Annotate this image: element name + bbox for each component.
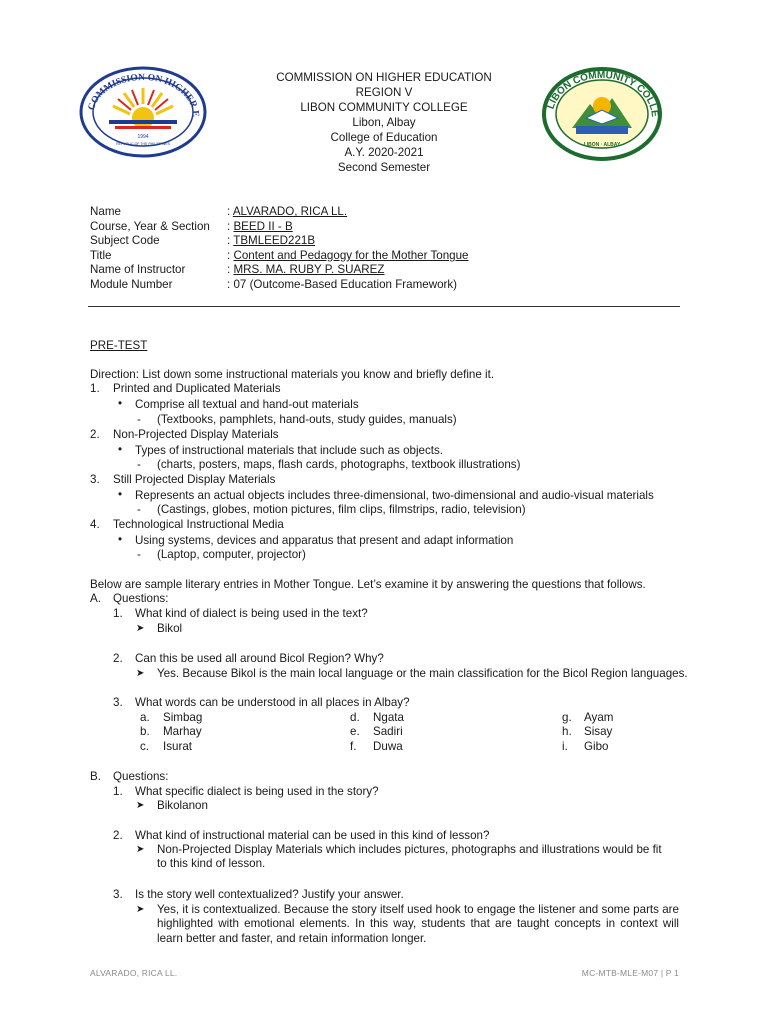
question-text: What kind of dialect is being used in the text?	[135, 607, 368, 620]
word-letter: e.	[350, 725, 360, 738]
arrow-bullet-icon: ➤	[136, 800, 145, 811]
question-number: 3.	[113, 888, 123, 901]
item-title: Non-Projected Display Materials	[113, 428, 279, 441]
item-bullet-text: Types of instructional materials that include such as objects.	[135, 444, 444, 457]
word: Isurat	[163, 740, 192, 753]
header-line: COMMISSION ON HIGHER EDUCATION	[276, 71, 492, 84]
bullet-dot: •	[118, 443, 123, 456]
divider-line	[88, 306, 680, 307]
dash-mark: -	[137, 548, 141, 561]
item-examples: (Textbooks, pamphlets, hand-outs, study guides, manuals)	[157, 413, 457, 426]
word: Sisay	[584, 725, 613, 738]
answer-text: Bikolanon	[157, 799, 208, 812]
svg-text:COMMISSION ON HIGHER EDUCATION: COMMISSION ON HIGHER E	[86, 72, 201, 118]
pretest-direction: Direction: List down some instructional materials you know and briefly define it.	[90, 368, 495, 381]
svg-text:1994: 1994	[137, 134, 149, 140]
svg-text:REPUBLIC OF THE PHILIPPINES: REPUBLIC OF THE PHILIPPINES	[116, 142, 170, 146]
question-number: 2.	[113, 652, 123, 665]
header-line: A.Y. 2020-2021	[344, 146, 424, 159]
word-letter: g.	[562, 711, 572, 724]
institution-header	[0, 70, 768, 175]
arrow-bullet-icon: ➤	[136, 904, 145, 915]
word: Simbag	[163, 711, 203, 724]
answer-text: Bikol	[157, 622, 183, 635]
arrow-bullet-icon: ➤	[136, 844, 145, 855]
arrow-bullet-icon: ➤	[136, 668, 145, 679]
footer-left: ALVARADO, RICA LL.	[90, 968, 178, 978]
question-number: 1.	[113, 785, 123, 798]
footer-right: MC-MTB-MLE-M07 | P 1	[581, 968, 679, 978]
svg-text:LIBON · ALBAY: LIBON · ALBAY	[583, 142, 621, 148]
pretest-heading: PRE-TEST	[90, 339, 148, 352]
info-value: : BEED II - B	[227, 220, 293, 233]
word: Ayam	[584, 711, 614, 724]
word-letter: i.	[562, 740, 568, 753]
question-number: 1.	[113, 607, 123, 620]
word-letter: a.	[140, 711, 150, 724]
question-number: 3.	[113, 696, 123, 709]
header-line: LIBON COMMUNITY COLLEGE	[300, 101, 468, 114]
word-letter: c.	[140, 740, 150, 753]
answer-text: Yes. Because Bikol is the main local language or the main classification for the Bicol Region languages.	[157, 667, 688, 680]
header-line: Second Semester	[337, 161, 431, 174]
item-number: 2.	[90, 428, 100, 441]
item-title: Still Projected Display Materials	[113, 473, 276, 486]
dash-mark: -	[137, 458, 141, 471]
word-letter: h.	[562, 725, 572, 738]
bullet-dot: •	[118, 397, 123, 410]
word: Sadiri	[373, 725, 403, 738]
answer-text: Yes, it is contextualized. Because the story itself used hook to engage the listener and some parts are highlighted with emotional elements. In this way, students that are taught concepts in context will learn better and faster, and retain information longer.	[157, 903, 679, 945]
section-title: Questions:	[113, 592, 169, 605]
info-value: : TBMLEED221B	[227, 234, 316, 247]
question-text: What kind of instructional material can be used in this kind of lesson?	[135, 829, 490, 842]
item-number: 1.	[90, 382, 100, 395]
info-value: : 07 (Outcome-Based Education Framework)	[227, 278, 458, 291]
info-label: Module Number	[90, 278, 173, 291]
info-value: : ALVARADO, RICA LL.	[227, 205, 348, 218]
item-examples: (charts, posters, maps, flash cards, photographs, textbook illustrations)	[157, 458, 521, 471]
dash-mark: -	[137, 413, 141, 426]
question-number: 2.	[113, 829, 123, 842]
header-line: REGION V	[355, 86, 413, 99]
item-title: Printed and Duplicated Materials	[113, 382, 281, 395]
dash-mark: -	[137, 503, 141, 516]
bullet-dot: •	[118, 533, 123, 546]
section-letter: B.	[90, 770, 101, 783]
header-line: College of Education	[330, 131, 438, 144]
item-number: 4.	[90, 518, 100, 531]
question-text: What specific dialect is being used in the story?	[135, 785, 379, 798]
svg-text:LIBON COMMUNITY COLLEGE: LIBON COMMUNITY COLLE	[545, 69, 661, 118]
word: Marhay	[163, 725, 202, 738]
info-value: : Content and Pedagogy for the Mother Tongue	[227, 249, 469, 262]
info-label: Course, Year & Section	[90, 220, 210, 233]
item-number: 3.	[90, 473, 100, 486]
info-label: Title	[90, 249, 112, 262]
info-label: Subject Code	[90, 234, 160, 247]
header-line: Libon, Albay	[352, 116, 416, 129]
word: Ngata	[373, 711, 404, 724]
question-text: Can this be used all around Bicol Region? Why?	[135, 652, 384, 665]
info-value: : MRS. MA. RUBY P. SUAREZ	[227, 263, 385, 276]
word-letter: b.	[140, 725, 150, 738]
arrow-bullet-icon: ➤	[136, 623, 145, 634]
item-bullet-text: Comprise all textual and hand-out materials	[135, 398, 359, 411]
word: Gibo	[584, 740, 609, 753]
bullet-dot: •	[118, 488, 123, 501]
answer-text: Non-Projected Display Materials which includes pictures, photographs and illustrations would be fit to this kind of lesson.	[157, 843, 662, 871]
word: Duwa	[373, 740, 403, 753]
word-letter: d.	[350, 711, 360, 724]
item-title: Technological Instructional Media	[113, 518, 284, 531]
intro-text: Below are sample literary entries in Mother Tongue. Let’s examine it by answering the questions that follows.	[90, 578, 646, 591]
question-text: Is the story well contextualized? Justify your answer.	[135, 888, 404, 901]
word-letter: f.	[350, 740, 357, 753]
item-bullet-text: Using systems, devices and apparatus that present and adapt information	[135, 534, 514, 547]
info-label: Name	[90, 205, 121, 218]
section-letter: A.	[90, 592, 101, 605]
question-text: What words can be understood in all places in Albay?	[135, 696, 410, 709]
section-title: Questions:	[113, 770, 169, 783]
info-label: Name of Instructor	[90, 263, 186, 276]
item-examples: (Laptop, computer, projector)	[157, 548, 306, 561]
item-bullet-text: Represents an actual objects includes three-dimensional, two-dimensional and audio-visual materials	[135, 489, 654, 502]
item-examples: (Castings, globes, motion pictures, film clips, filmstrips, radio, television)	[157, 503, 526, 516]
